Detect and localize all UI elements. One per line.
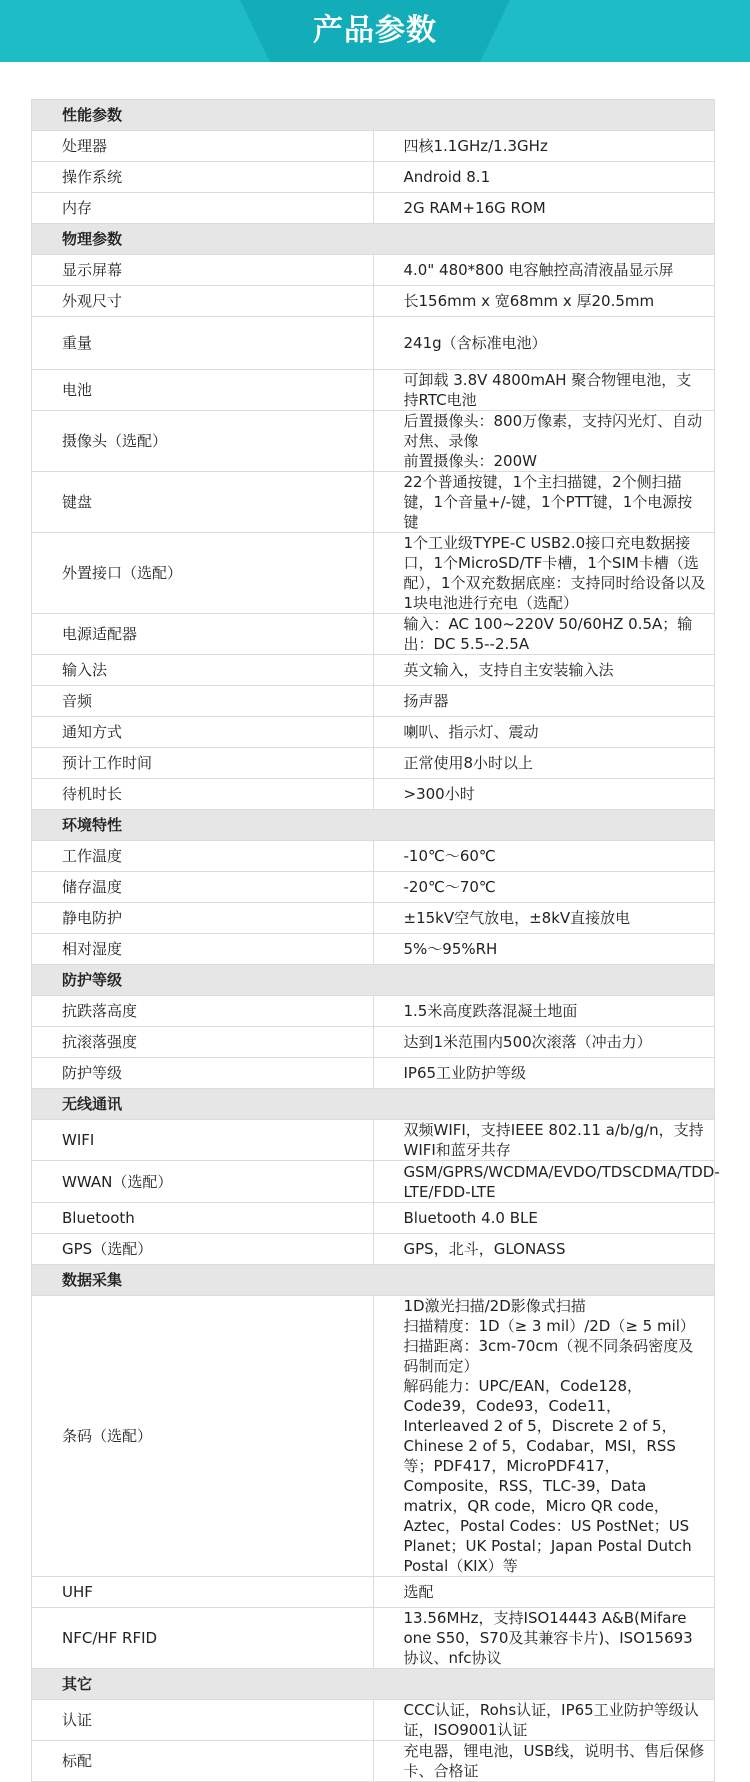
- section-header: [32, 1669, 715, 1700]
- table-row: [32, 1161, 715, 1203]
- section-header: [32, 965, 715, 996]
- spec-value: 双频WIFI，支持IEEE 802.11 a/b/g/n，支持WIFI和蓝牙共存: [373, 1120, 715, 1161]
- spec-value: 正常使用8小时以上: [373, 748, 715, 779]
- spec-value: >300小时: [373, 779, 715, 810]
- spec-label: WIFI: [32, 1120, 374, 1161]
- section-header: [32, 1089, 715, 1120]
- spec-value: GSM/GPRS/WCDMA/EVDO/TDSCDMA/TDD-LTE/FDD-LTE: [373, 1161, 715, 1203]
- table-row: [32, 872, 715, 903]
- spec-value: IP65工业防护等级: [373, 1058, 715, 1089]
- table-row: [32, 1027, 715, 1058]
- table-row: [32, 162, 715, 193]
- spec-label: 标配: [32, 1741, 374, 1782]
- table-row: [32, 286, 715, 317]
- spec-label: 显示屏幕: [32, 255, 374, 286]
- spec-value: 1.5米高度跌落混凝土地面: [373, 996, 715, 1027]
- spec-value: 1D激光扫描/2D影像式扫描 扫描精度：1D（≥ 3 mil）/2D（≥ 5 mil） 扫描距离：3cm-70cm（视不同条码密度及码制而定） 解码能力：UPC/EAN，Code128，Code39，Code93，Code11，Interleaved 2 of 5，Discrete 2 of 5，Chinese 2 of 5，Codabar，MSI，RSS 等；PDF417，MicroPDF417，Composite，RSS，TLC-39，Data matrix，QR code，Micro QR code，Aztec，Postal Codes：US PostNet；US Planet；UK Postal；Japan Postal Dutch Postal（KIX）等: [373, 1296, 715, 1577]
- spec-label: 认证: [32, 1700, 374, 1741]
- spec-value: CCC认证，Rohs认证，IP65工业防护等级认证，ISO9001认证: [373, 1700, 715, 1741]
- section-title: 环境特性: [32, 810, 715, 841]
- spec-label: 处理器: [32, 131, 374, 162]
- spec-value: 充电器，锂电池，USB线，说明书、售后保修卡、合格证: [373, 1741, 715, 1782]
- spec-label: 条码（选配）: [32, 1296, 374, 1577]
- spec-value: Android 8.1: [373, 162, 715, 193]
- spec-label: 外置接口（选配）: [32, 533, 374, 614]
- section-header: [32, 100, 715, 131]
- spec-label: 预计工作时间: [32, 748, 374, 779]
- spec-label: 电池: [32, 370, 374, 411]
- spec-label: 摄像头（选配）: [32, 411, 374, 472]
- section-title: 无线通讯: [32, 1089, 715, 1120]
- spec-label: 静电防护: [32, 903, 374, 934]
- table-row: [32, 317, 715, 370]
- spec-value: 选配: [373, 1577, 715, 1608]
- spec-value: 英文输入，支持自主安装输入法: [373, 655, 715, 686]
- table-row: [32, 996, 715, 1027]
- section-title: 防护等级: [32, 965, 715, 996]
- spec-label: 电源适配器: [32, 614, 374, 655]
- table-row: [32, 370, 715, 411]
- spec-label: WWAN（选配）: [32, 1161, 374, 1203]
- section-header: [32, 1265, 715, 1296]
- section-title: 性能参数: [32, 100, 715, 131]
- spec-label: 键盘: [32, 472, 374, 533]
- spec-value: 输入：AC 100~220V 50/60HZ 0.5A；输出：DC 5.5--2.5A: [373, 614, 715, 655]
- section-title: 其它: [32, 1669, 715, 1700]
- table-row: [32, 131, 715, 162]
- table-row: [32, 686, 715, 717]
- spec-table: [31, 99, 720, 1782]
- table-row: [32, 1296, 715, 1577]
- table-row: [32, 841, 715, 872]
- table-row: [32, 1700, 715, 1741]
- spec-value: Bluetooth 4.0 BLE: [373, 1203, 715, 1234]
- spec-label: 抗跌落高度: [32, 996, 374, 1027]
- spec-value: 喇叭、指示灯、震动: [373, 717, 715, 748]
- table-row: [32, 1741, 715, 1782]
- table-row: [32, 411, 715, 472]
- spec-value: ±15kV空气放电，±8kV直接放电: [373, 903, 715, 934]
- spec-label: UHF: [32, 1577, 374, 1608]
- spec-label: 外观尺寸: [32, 286, 374, 317]
- spec-label: 储存温度: [32, 872, 374, 903]
- page-title: 产品参数: [313, 13, 437, 48]
- table-row: [32, 533, 715, 614]
- table-row: [32, 1577, 715, 1608]
- table-row: [32, 193, 715, 224]
- table-row: [32, 934, 715, 965]
- spec-label: 操作系统: [32, 162, 374, 193]
- spec-value: 后置摄像头：800万像素，支持闪光灯、自动对焦、录像 前置摄像头：200W: [373, 411, 715, 472]
- spec-label: NFC/HF RFID: [32, 1608, 374, 1669]
- table-row: [32, 903, 715, 934]
- spec-label: 输入法: [32, 655, 374, 686]
- table-row: [32, 614, 715, 655]
- section-header: [32, 810, 715, 841]
- spec-value: 5%～95%RH: [373, 934, 715, 965]
- spec-value: 241g（含标准电池）: [373, 317, 715, 370]
- spec-label: 通知方式: [32, 717, 374, 748]
- spec-label: 待机时长: [32, 779, 374, 810]
- table-row: [32, 1234, 715, 1265]
- spec-value: 扬声器: [373, 686, 715, 717]
- table-row: [32, 472, 715, 533]
- spec-label: Bluetooth: [32, 1203, 374, 1234]
- section-title: 物理参数: [32, 224, 715, 255]
- spec-value: 长156mm x 宽68mm x 厚20.5mm: [373, 286, 715, 317]
- header-banner: [0, 0, 750, 62]
- spec-value: 4.0" 480*800 电容触控高清液晶显示屏: [373, 255, 715, 286]
- spec-value: -10℃～60℃: [373, 841, 715, 872]
- spec-label: 相对湿度: [32, 934, 374, 965]
- spec-value: 四核1.1GHz/1.3GHz: [373, 131, 715, 162]
- spec-label: 音频: [32, 686, 374, 717]
- spec-label: 重量: [32, 317, 374, 370]
- spec-value: 2G RAM+16G ROM: [373, 193, 715, 224]
- section-header: [32, 224, 715, 255]
- section-title: 数据采集: [32, 1265, 715, 1296]
- table-row: [32, 779, 715, 810]
- spec-value: 1个工业级TYPE-C USB2.0接口充电数据接口，1个MicroSD/TF卡槽，1个SIM卡槽（选配），1个双充数据底座：支持同时给设备以及1块电池进行充电（选配）: [373, 533, 715, 614]
- spec-value: 达到1米范围内500次滚落（冲击力）: [373, 1027, 715, 1058]
- table-row: [32, 748, 715, 779]
- spec-value: -20℃～70℃: [373, 872, 715, 903]
- table-row: [32, 717, 715, 748]
- table-row: [32, 1203, 715, 1234]
- spec-label: 内存: [32, 193, 374, 224]
- table-row: [32, 1120, 715, 1161]
- spec-value: 22个普通按键，1个主扫描键，2个侧扫描键，1个音量+/-键，1个PTT键，1个电源按键: [373, 472, 715, 533]
- spec-value: 可卸载 3.8V 4800mAH 聚合物锂电池，支持RTC电池: [373, 370, 715, 411]
- table-row: [32, 255, 715, 286]
- table-row: [32, 655, 715, 686]
- spec-value: 13.56MHz，支持ISO14443 A&B(Mifare one S50，S70及其兼容卡片)、ISO15693协议、nfc协议: [373, 1608, 715, 1669]
- spec-label: 抗滚落强度: [32, 1027, 374, 1058]
- table-row: [32, 1608, 715, 1669]
- table-row: [32, 1058, 715, 1089]
- spec-label: GPS（选配）: [32, 1234, 374, 1265]
- spec-label: 工作温度: [32, 841, 374, 872]
- spec-label: 防护等级: [32, 1058, 374, 1089]
- spec-value: GPS，北斗，GLONASS: [373, 1234, 715, 1265]
